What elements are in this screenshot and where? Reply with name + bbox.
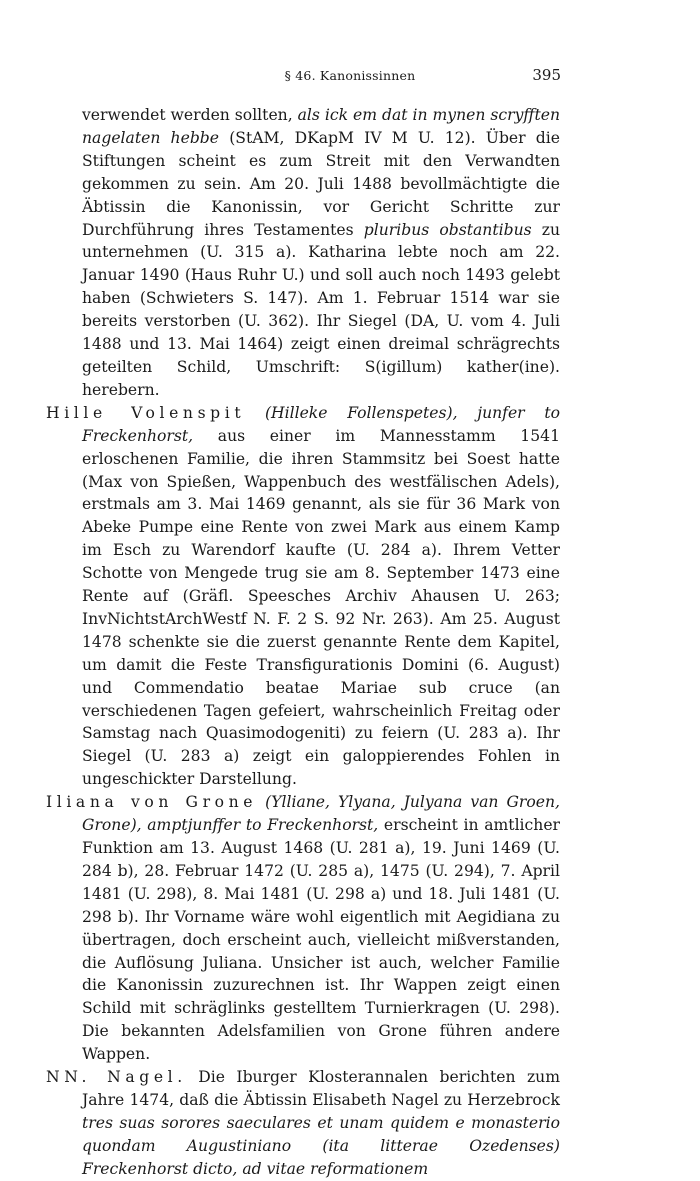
entry-name: Hille Volenspit — [46, 403, 246, 422]
italic-alias: (Hilleke Follenspetes), junfer to Freckenhorst, — [82, 403, 560, 445]
text-segment: (StAM, DKapM IV M U. 12). Über die Stiftungen scheint es zum Streit mit den Verwandten gekommen zu sein. Am 20. Juli 1488 bevollmächtigte die Äbtissin die Kanonissin, vor Gericht Schritte zur Durchführung ihres Testamentes — [82, 128, 560, 239]
running-head: § 46. Kanonissinnen — [284, 68, 416, 83]
entry-iliana-von-grone — [46, 791, 560, 1066]
body-text — [46, 104, 561, 1181]
text-segment: Die Iburger Klosterannalen berichten zum Jahre 1474, daß die Äbtissin Elisabeth Nagel zu Herzebrock — [82, 1068, 560, 1109]
text-segment: erscheint in amtlicher Funktion am 13. August 1468 (U. 281 a), 19. Juni 1469 (U. 284 b), 28. Februar 1472 (U. 285 a), 1475 (U. 294), 7. April 1481 (U. 298), 8. Mai 1481 (U. 298 a) und 18. Juli 1481 (U. 298 b). Ihr Vorname wäre wohl eigentlich mit Aegidiana zu übertragen, doch erscheint auch, vielleicht mißverstanden, die Auflösung Juliana. Unsicher ist auch, welcher Familie die Kanonissin zuzurechnen ist. Ihr Wappen zeigt einen Schild mit schräglinks gestelltem Turnierkragen (U. 298). Die bekannten Adelsfamilien von Grone führen andere Wappen. — [82, 816, 561, 1064]
text-segment: aus einer im Mannesstamm 1541 erloschenen Familie, die ihren Stammsitz bei Soest hatte (Max von Spießen, Wappenbuch des westfälischen Adels), erstmals am 3. Mai 1469 genannt, als sie für 36 Mark von Abeke Pumpe eine Rente von zwei Mark aus einem Kamp im Esch zu Warendorf kaufte (U. 284 a). Ihrem Vetter Schotte von Mengede trug sie am 8. September 1473 eine Rente auf (Gräfl. Speesches Archiv Ahausen U. 263; InvNichtstArchWestf N. F. 2 S. 92 Nr. 263). Am 25. August 1478 schenkte sie die zuerst genannte Rente dem Kapitel, um damit die Feste Transfigurationis Domini (6. August) und Commendatio beatae Mariae sub cruce (an verschiedenen Tagen gefeiert, wahrscheinlich Freitag oder Samstag nach Quasimodogeniti) zu feiern (U. 283 a). Ihr Siegel (U. 283 a) zeigt ein galoppierendes Fohlen in ungeschickter Darstellung. — [82, 426, 560, 789]
entry-name: Iliana von Grone — [46, 793, 258, 812]
text-segment — [245, 404, 265, 422]
text-segment: verwendet werden sollten, — [82, 106, 298, 124]
italic-alias: (Ylliane, Ylyana, Julyana van Groen, Grone), amptjunffer to Freckenhorst, — [82, 793, 560, 835]
italic-quote: pluribus obstantibus — [363, 220, 532, 239]
entry-hille-volenspit — [46, 402, 560, 791]
italic-quote: als ick em dat in mynen scryfften nagelaten hebbe — [82, 106, 560, 147]
text-segment: zu unternehmen (U. 315 a). Katharina lebte noch am 22. Januar 1490 (Haus Ruhr U.) und soll auch noch 1493 gelebt haben (Schwieters S. 147). Am 1. Februar 1514 war sie bereits verstorben (U. 362). Ihr Siegel (DA, U. vom 4. Juli 1488 und 13. Mai 1464) zeigt einen dreimal schrägrechts geteilten Schild, Umschrift: S(igillum) kather(ine). herebern. — [82, 220, 560, 399]
text-segment — [257, 793, 265, 811]
entry-name: NN. Nagel. — [46, 1068, 187, 1087]
italic-quote: tres suas sorores saeculares et unam quidem e monasterio quondam Augustiniano (ita litterae Ozedenses) Freckenhorst dicto, ad vitae reformationem — [82, 1113, 560, 1178]
page-header — [0, 64, 700, 86]
entry-nn-nagel — [46, 1066, 560, 1181]
page-number: 395 — [532, 66, 561, 84]
entry-katharina-continuation — [82, 104, 560, 402]
